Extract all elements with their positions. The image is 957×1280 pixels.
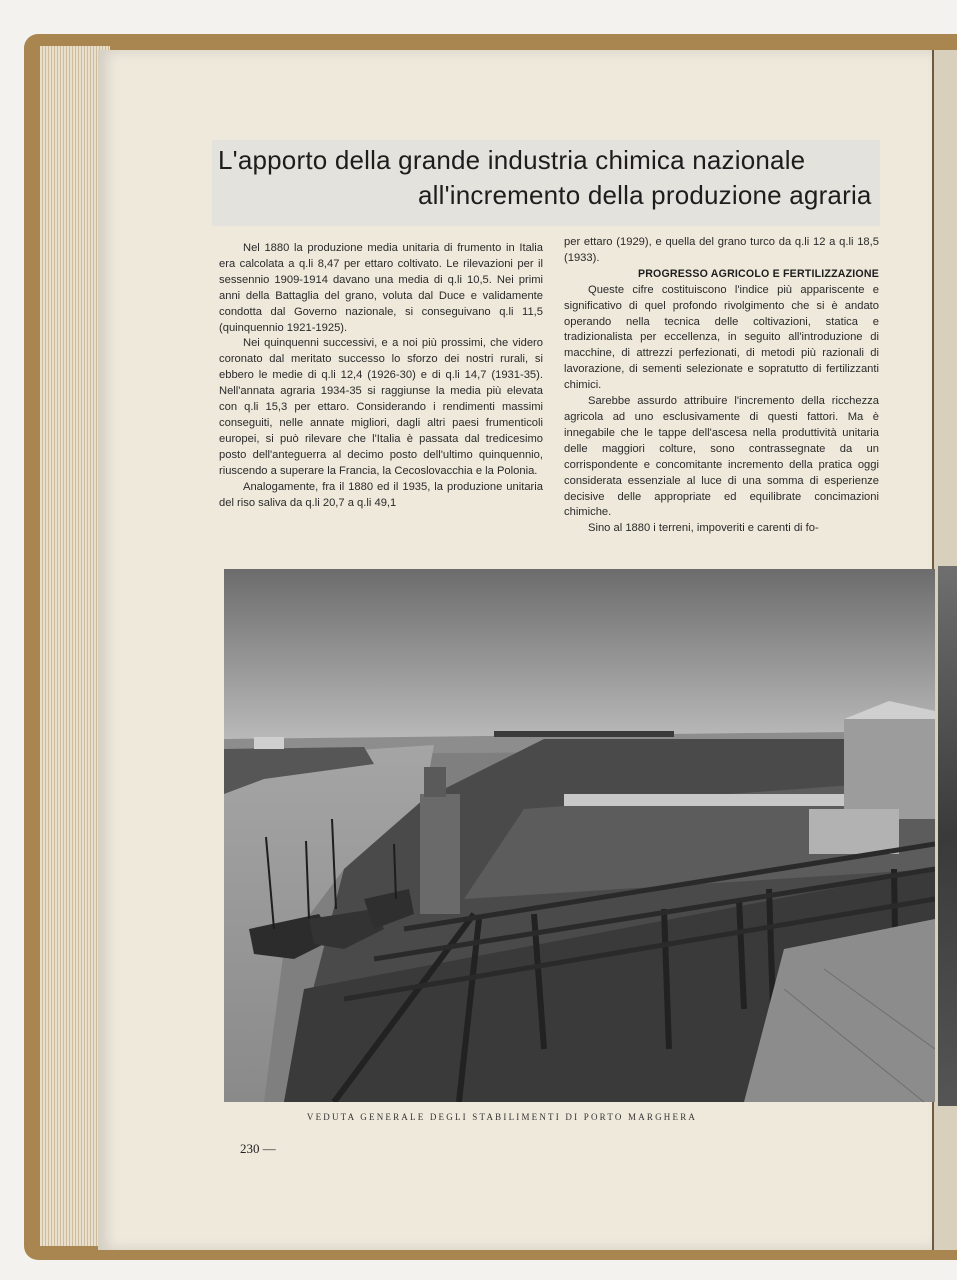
text-column-left [219,241,543,511]
text-column-right [564,235,879,537]
next-page-photo-edge [938,566,957,1106]
industrial-port-photo [224,569,935,1102]
paragraph-continuation: per ettaro (1929), e quella del grano turco da q.li 12 a q.li 18,5 (1933). [564,236,879,264]
photo-caption: VEDUTA GENERALE DEGLI STABILIMENTI DI PORTO MARGHERA [306,1112,698,1122]
paragraph: Analogamente, fra il 1880 ed il 1935, la produzione unitaria del riso saliva da q.li 20,7 a q.li 49,1 [219,480,543,509]
page-number: 230 — [240,1141,276,1156]
article-title-line-1: L'apporto della grande industria chimica nazionale [218,145,806,175]
paragraph: Sarebbe assurdo attribuire l'incremento della ricchezza agricola ad uno esclusivamente di questi fattori. Ma è innegabile che le tappe dell'ascesa nella produttività unitaria delle maggiori colture, sono contrassegnate da un corrispondente e concomitante incremento della pratica oggi considerata essenziale al luce di una somma di esperienze decisive delle appropriate ed equilibrate concimazioni chimiche. [564,395,879,519]
next-page-edge [932,50,957,1250]
paragraph: Nei quinquenni successivi, e a noi più prossimi, che videro coronato dal meritato successo lo sforzo dei nostri rurali, si ebbero le medie di q.li 12,4 (1926-30) e di q.li 14,7 (1931-35). Nell'annata agraria 1934-35 si raggiunse la media più elevata con q.li 15,3 per ettaro. Considerando i rendimenti massimi conseguiti, nelle annate migliori, dagli altri paesi frumenticoli europei, si può rilevare che l'Italia è passata dal tredicesimo posto dell'anteguerra al decimo posto dell'ultimo quinquennio, riuscendo a superare la Francia, la Cecoslovacchia e la Polonia. [219,337,543,477]
paragraph: Queste cifre costituiscono l'indice più appariscente e significativo di quel profondo rivolgimento che si è andato operando nella tecnica delle coltivazioni, statica e tradizionalista per eccellenza, in seguito all'introduzione di macchine, di attrezzi perfezionati, di metodi più razionali di lavorazione, di sementi selezionate e sopratutto di fertilizzanti chimici. [564,283,879,392]
article-title-line-2: all'incremento della produzione agraria [418,180,872,210]
section-heading: PROGRESSO AGRICOLO E FERTILIZZAZIONE [637,267,879,280]
paragraph: Sino al 1880 i terreni, impoveriti e carenti di fo- [588,522,819,535]
paragraph: Nel 1880 la produzione media unitaria di frumento in Italia era calcolata a q.li 8,47 per ettaro coltivato. Le rilevazioni per il sessennio 1909-1914 davano una media di q.li 10,5. Nei primi anni della Battaglia del grano, voluta dal Duce e validamente condotta dal Governo nazionale, si conseguivano q.li 11,5 (quinquennio 1921-1925). [219,242,543,334]
